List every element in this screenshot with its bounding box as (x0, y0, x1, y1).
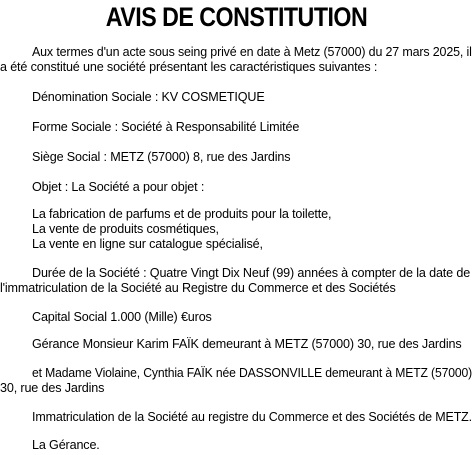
notice-title: AVIS DE CONSTITUTION (105, 2, 368, 32)
objet-item: La vente de produits cosmétiques, (32, 222, 219, 236)
gerance-line-3: 30, rue des Jardins (0, 381, 105, 395)
siege-social: Siège Social : METZ (57000) 8, rue des Jardins (32, 150, 291, 164)
gerance-line: Gérance Monsieur Karim FAÏK demeurant à METZ (57000) 30, rue des Jardins (32, 337, 462, 351)
objet-heading: Objet : La Société a pour objet : (32, 180, 205, 194)
duree-line-2: l'immatriculation de la Société au Registre du Commerce et des Sociétés (0, 281, 396, 295)
duree-line-1: Durée de la Société : Quatre Vingt Dix Neuf (99) années à compter de la date de (32, 266, 471, 280)
signature: La Gérance. (32, 438, 100, 452)
denomination-sociale: Dénomination Sociale : KV COSMETIQUE (32, 90, 265, 104)
objet-item: La fabrication de parfums et de produits pour la toilette, (32, 207, 332, 221)
gerance-line-2: et Madame Violaine, Cynthia FAÏK née DASSONVILLE demeurant à METZ (57000) (32, 366, 473, 380)
intro-line-2: a été constitué une société présentant les caractéristiques suivantes : (0, 60, 378, 74)
capital-social: Capital Social 1.000 (Mille) €uros (32, 310, 212, 324)
objet-item: La vente en ligne sur catalogue spécialisé, (32, 237, 263, 251)
forme-sociale: Forme Sociale : Société à Responsabilité Limitée (32, 120, 300, 134)
intro-line-1: Aux termes d'un acte sous seing privé en date à Metz (57000) du 27 mars 2025, il (32, 45, 472, 59)
immatriculation: Immatriculation de la Société au registre du Commerce et des Sociétés de METZ. (32, 410, 472, 424)
